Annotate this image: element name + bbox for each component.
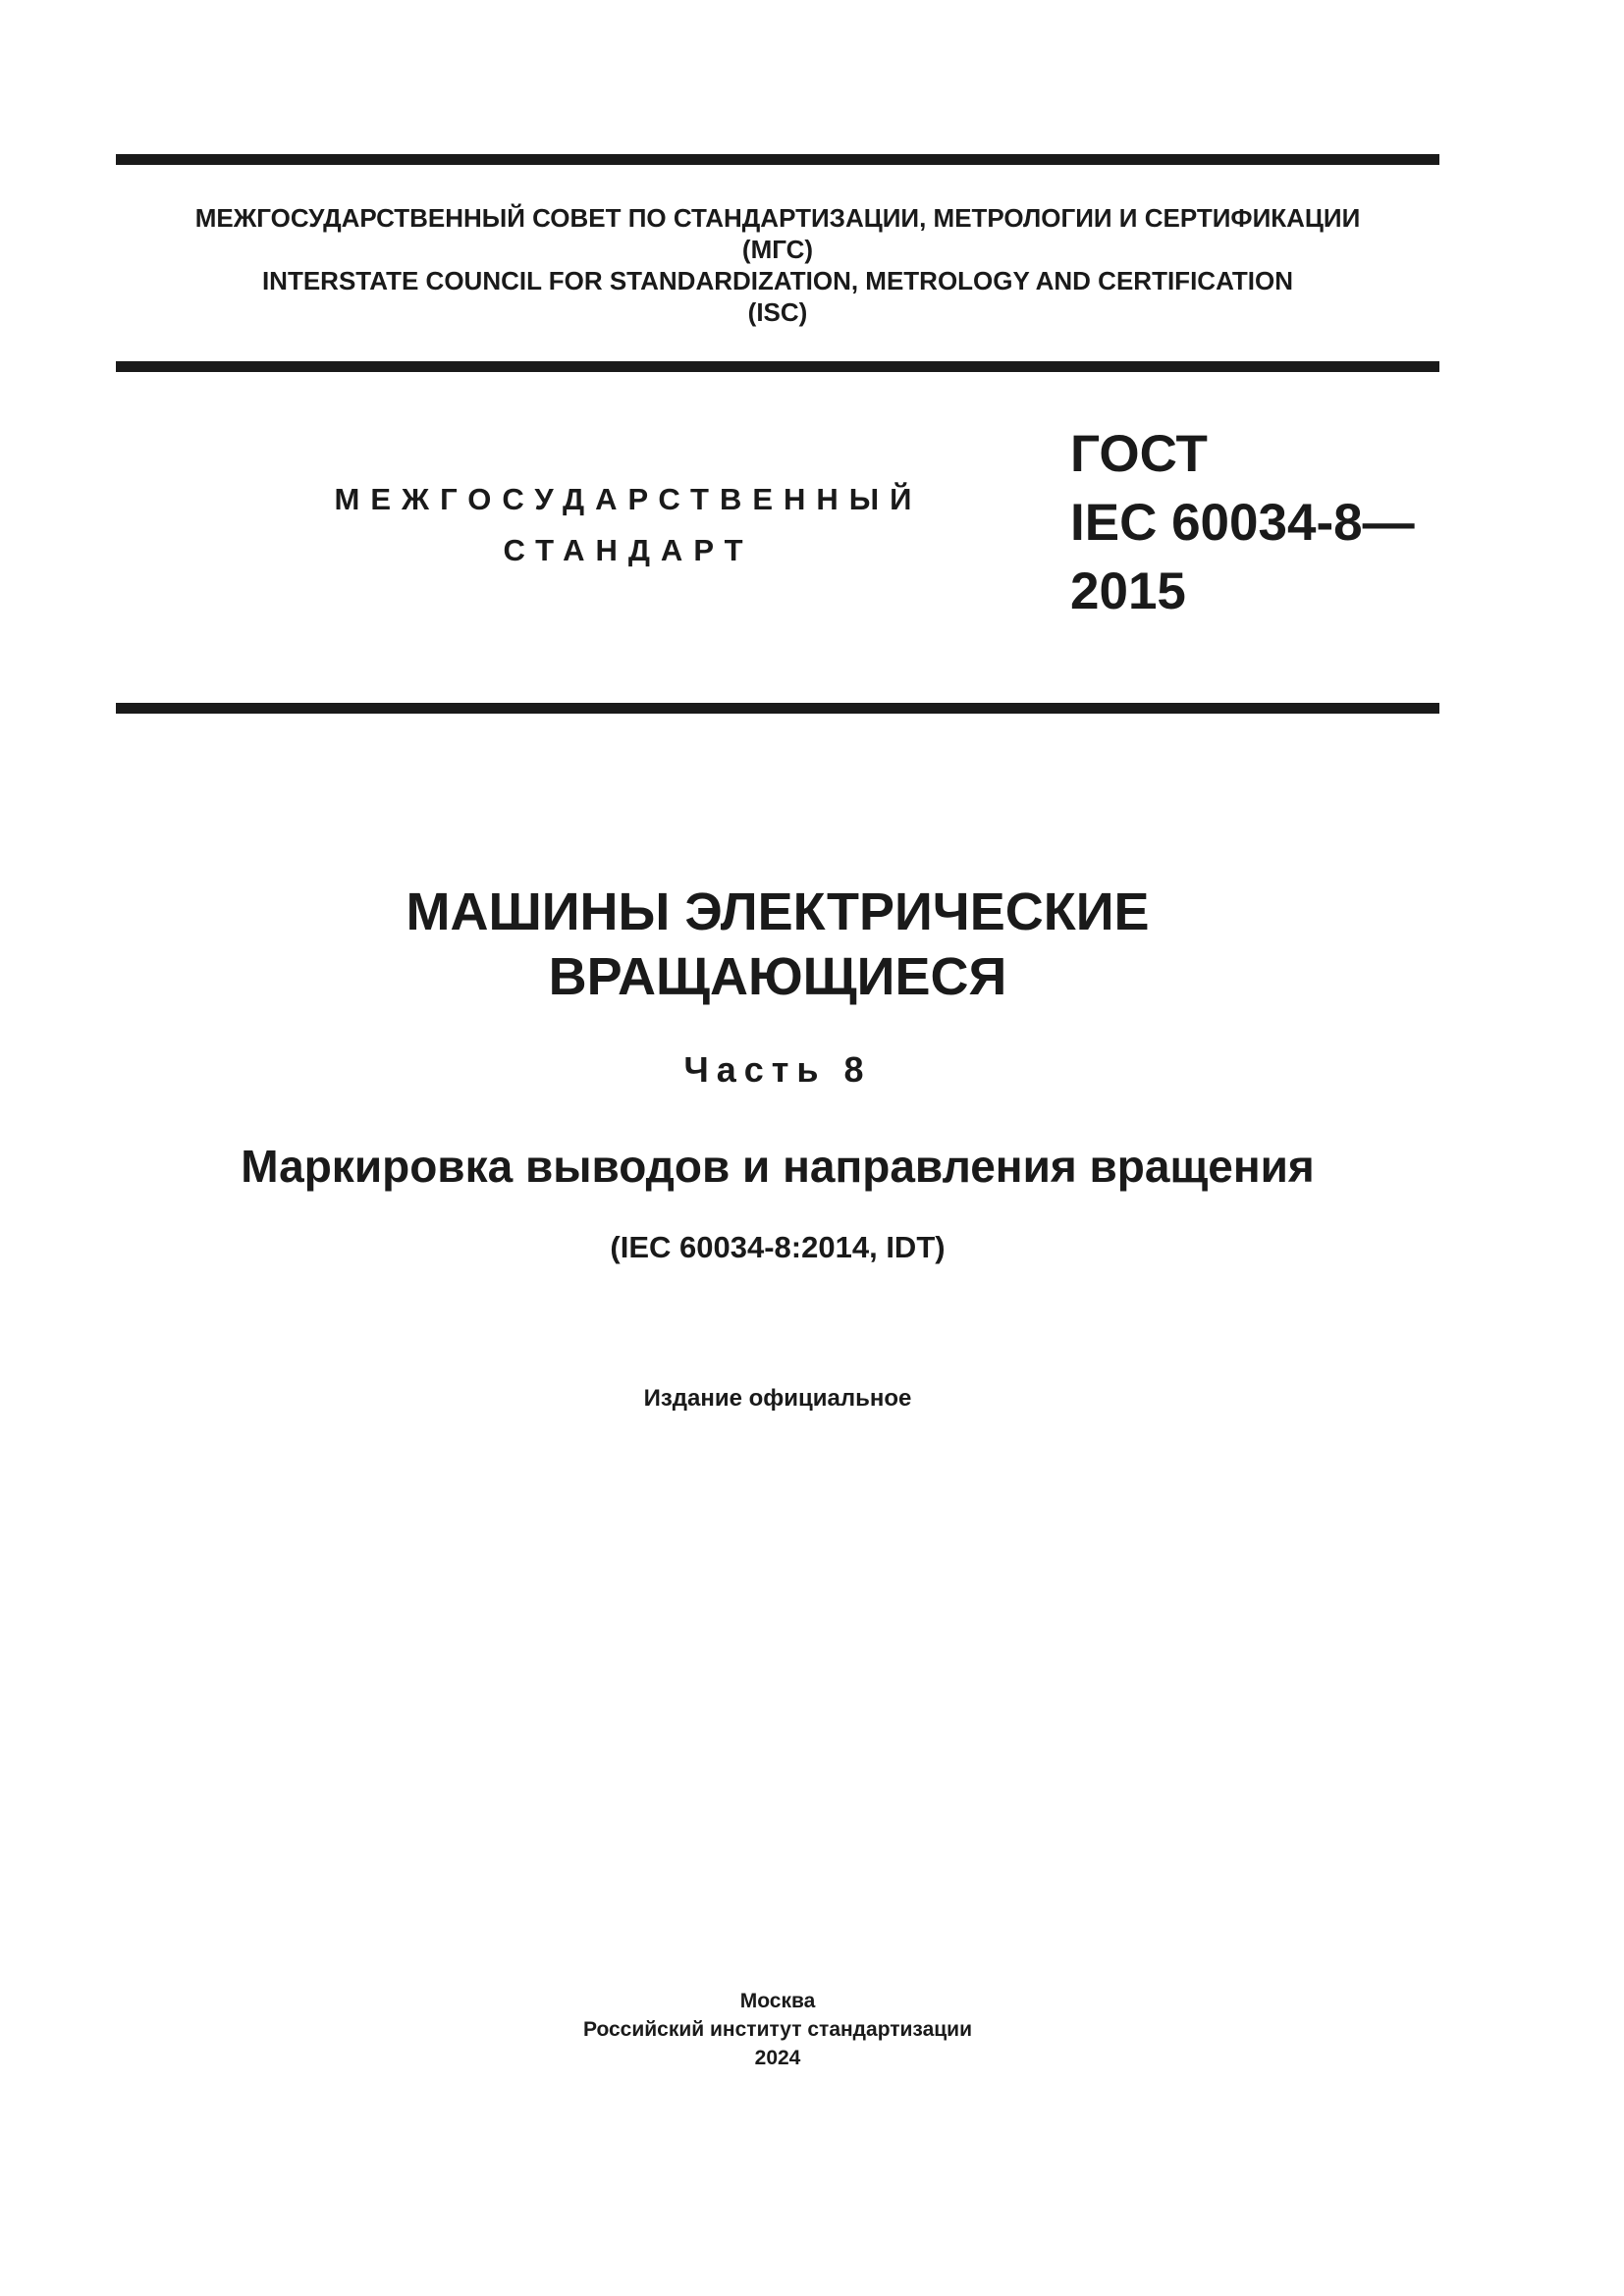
publisher-block	[116, 1987, 1439, 2072]
title-line1: МАШИНЫ ЭЛЕКТРИЧЕСКИЕ	[406, 882, 1150, 941]
bottom-rule	[116, 703, 1439, 714]
title-line2: ВРАЩАЮЩИЕСЯ	[548, 947, 1007, 1006]
council-abbr-ru: (МГС)	[741, 235, 814, 264]
top-rule	[116, 154, 1439, 165]
designation-line1: ГОСТ	[1070, 425, 1208, 483]
standard-kind	[275, 474, 982, 576]
publisher-year: 2024	[754, 2047, 801, 2069]
council-abbr-en: (ISC)	[747, 297, 808, 327]
middle-rule	[116, 361, 1439, 372]
document-subtitle: Маркировка выводов и направления вращения	[241, 1141, 1315, 1192]
standard-kind-line1: МЕЖГОСУДАРСТВЕННЫЙ	[334, 482, 923, 516]
council-header	[116, 202, 1439, 328]
part-number: Часть 8	[683, 1049, 872, 1090]
document-title	[116, 880, 1439, 1009]
publisher-institute: Российский институт стандартизации	[582, 2018, 973, 2041]
iec-reference: (IEC 60034-8:2014, IDT)	[610, 1230, 946, 1264]
council-name-ru: МЕЖГОСУДАРСТВЕННЫЙ СОВЕТ ПО СТАНДАРТИЗАЦИИ, МЕТРОЛОГИИ И СЕРТИФИКАЦИИ	[194, 203, 1361, 233]
edition-note: Издание официальное	[643, 1385, 912, 1412]
designation-line2: IEC 60034-8—	[1070, 494, 1415, 552]
standard-kind-line2: СТАНДАРТ	[503, 533, 754, 567]
standard-designation	[1070, 420, 1415, 626]
publisher-city: Москва	[739, 1990, 816, 2012]
designation-line3: 2015	[1070, 562, 1186, 620]
council-name-en: INTERSTATE COUNCIL FOR STANDARDIZATION, METROLOGY AND CERTIFICATION	[261, 266, 1294, 295]
